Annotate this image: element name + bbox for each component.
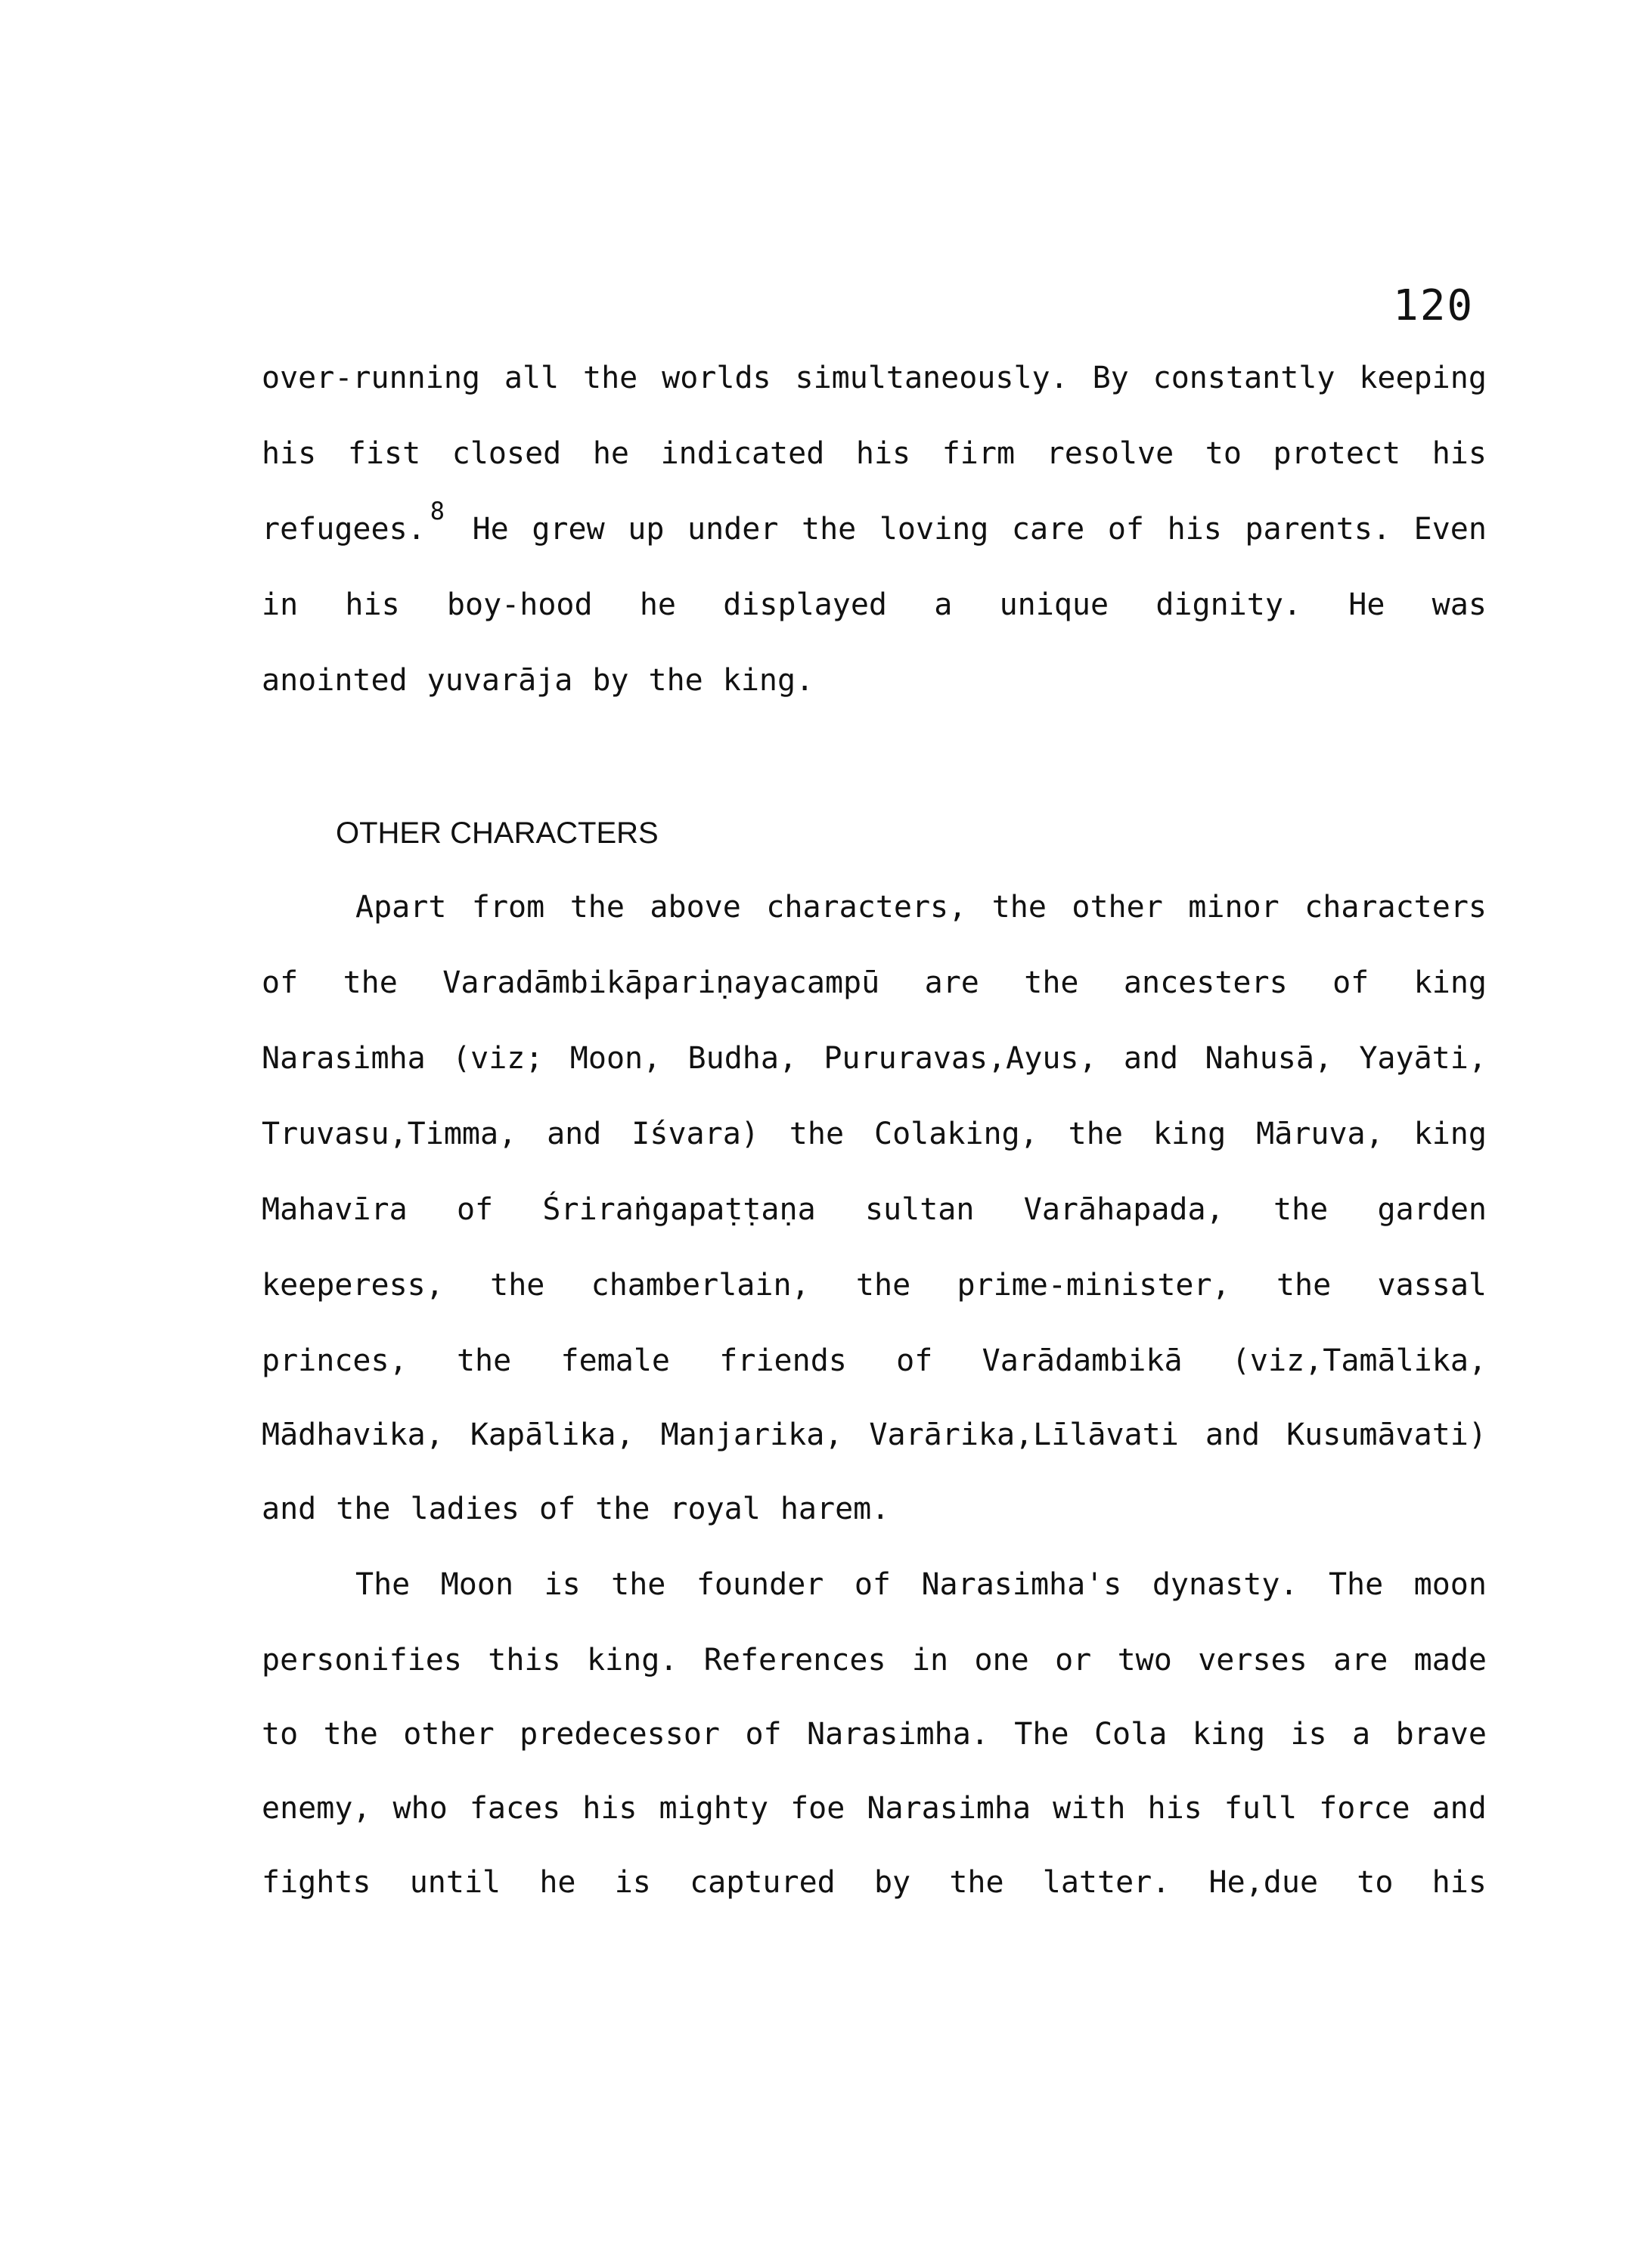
word: the <box>648 663 703 698</box>
word: in <box>262 587 299 622</box>
text-line <box>262 658 1487 703</box>
word: of <box>854 1567 892 1602</box>
word: other <box>1072 890 1163 925</box>
word: Truvasu,Timma, <box>262 1117 517 1151</box>
word: and <box>1432 1791 1487 1826</box>
word: up <box>628 512 665 547</box>
word: of <box>539 1492 576 1526</box>
word: vassal <box>1377 1268 1487 1303</box>
word: of <box>745 1717 782 1752</box>
word: is <box>544 1567 581 1602</box>
word: Kusumāvati) <box>1286 1418 1487 1452</box>
word: the <box>1068 1117 1123 1151</box>
word: is <box>1290 1717 1327 1752</box>
word: He,due <box>1208 1865 1319 1900</box>
word: royal <box>669 1492 761 1526</box>
word: from <box>471 890 545 925</box>
text-line <box>262 1036 1487 1081</box>
word: until <box>409 1865 501 1900</box>
word: and <box>547 1117 602 1151</box>
word: Budha, <box>687 1041 798 1076</box>
word: minor <box>1188 890 1280 925</box>
text-line <box>262 1263 1487 1308</box>
word: garden <box>1377 1192 1487 1227</box>
word: his <box>345 587 400 622</box>
word: boy-hood <box>446 587 593 622</box>
word: his <box>1167 512 1222 547</box>
word: the <box>323 1717 378 1752</box>
word: of <box>1107 512 1144 547</box>
word: constantly <box>1152 361 1335 395</box>
word: (viz; <box>452 1041 544 1076</box>
word: one <box>974 1643 1029 1678</box>
text-line <box>262 1412 1487 1458</box>
word: of <box>1332 965 1369 1000</box>
word: grew <box>532 512 605 547</box>
word: Varādambikā <box>982 1343 1183 1378</box>
text-line <box>262 582 1487 627</box>
word: Moon, <box>569 1041 662 1076</box>
text-line <box>355 1562 1487 1607</box>
word: mighty <box>659 1791 769 1826</box>
word: the <box>1024 965 1079 1000</box>
text-line <box>355 885 1487 930</box>
word: foe <box>790 1791 845 1826</box>
word: Māruva, <box>1256 1117 1384 1151</box>
word: of <box>456 1192 494 1227</box>
word: characters, <box>766 890 967 925</box>
word: (viz,Tamālika, <box>1231 1343 1487 1378</box>
word: Manjarika, <box>660 1418 843 1452</box>
word: his <box>262 436 317 471</box>
word: to <box>262 1717 299 1752</box>
word: two <box>1117 1643 1172 1678</box>
word: loving <box>879 512 989 547</box>
word: Apart <box>355 890 447 925</box>
word: He <box>472 512 509 547</box>
text-line <box>262 1338 1487 1383</box>
word: the <box>1276 1268 1332 1303</box>
word: ancesters <box>1123 965 1288 1000</box>
word: above <box>650 890 741 925</box>
word: Moon <box>440 1567 514 1602</box>
page-number: 120 <box>1393 281 1475 330</box>
word: a <box>934 587 953 622</box>
word: of <box>896 1343 933 1378</box>
word: made <box>1413 1643 1487 1678</box>
word: Mahavīra <box>262 1192 408 1227</box>
word: Varadāmbikāpariṇayacampū <box>442 965 880 1000</box>
word: Nahusā, <box>1205 1041 1333 1076</box>
word: anointed <box>262 663 408 698</box>
word: by <box>592 663 629 698</box>
word: displayed <box>723 587 887 622</box>
word: keeperess, <box>262 1268 444 1303</box>
text-line <box>262 1712 1487 1757</box>
word: king <box>1192 1717 1266 1752</box>
word: who <box>392 1791 448 1826</box>
text-line <box>262 1111 1487 1157</box>
word: Varārika,Līlāvati <box>869 1418 1179 1452</box>
word: the <box>595 1492 650 1526</box>
word: care <box>1011 512 1085 547</box>
footnote-marker: 8 <box>430 497 445 525</box>
word: force <box>1319 1791 1410 1826</box>
text-line <box>262 431 1487 476</box>
word: of <box>262 965 299 1000</box>
word: to <box>1205 436 1242 471</box>
word: the <box>336 1492 391 1526</box>
text-line <box>262 1187 1487 1232</box>
word: full <box>1224 1791 1298 1826</box>
text-line <box>262 1786 1487 1831</box>
word: yuvarāja <box>427 663 573 698</box>
word: by <box>873 1865 911 1900</box>
word: dynasty. <box>1152 1567 1298 1602</box>
word: Kapālika, <box>470 1418 634 1452</box>
word: faces <box>469 1791 561 1826</box>
word: moon <box>1413 1567 1487 1602</box>
word: to <box>1357 1865 1394 1900</box>
word: the <box>569 890 625 925</box>
word: Varāhapada, <box>1023 1192 1224 1227</box>
word: prime-minister, <box>957 1268 1230 1303</box>
word: he <box>592 436 629 471</box>
word: his <box>1147 1791 1202 1826</box>
word: resolve <box>1046 436 1174 471</box>
word: dignity. <box>1155 587 1301 622</box>
word: the <box>490 1268 545 1303</box>
word: was <box>1432 587 1487 622</box>
word: Narasimha's <box>921 1567 1122 1602</box>
word: Pururavas,Ayus, <box>824 1041 1097 1076</box>
word: king <box>1413 1117 1487 1151</box>
word: founder <box>696 1567 824 1602</box>
word: brave <box>1395 1717 1487 1752</box>
word: and <box>262 1492 317 1526</box>
word: ladies <box>410 1492 520 1526</box>
word: with <box>1053 1791 1126 1826</box>
word: the <box>582 361 638 395</box>
word: The <box>1014 1717 1069 1752</box>
word: friends <box>719 1343 847 1378</box>
word: simultaneously. <box>795 361 1069 395</box>
word: latter. <box>1042 1865 1171 1900</box>
word: is <box>614 1865 651 1900</box>
text-line <box>262 1637 1487 1683</box>
word: the <box>456 1343 512 1378</box>
text-line <box>262 960 1487 1005</box>
section-heading: OTHER CHARACTERS <box>336 816 659 850</box>
word: Narasimha <box>262 1041 426 1076</box>
word: Yayāti, <box>1359 1041 1487 1076</box>
word: other <box>403 1717 495 1752</box>
word: and <box>1205 1418 1261 1452</box>
word: characters <box>1304 890 1487 925</box>
word: Narasimha <box>867 1791 1031 1826</box>
word: princes, <box>262 1343 408 1378</box>
word: verses <box>1198 1643 1307 1678</box>
word: under <box>687 512 779 547</box>
word: Colaking, <box>873 1117 1038 1151</box>
word: the <box>611 1567 666 1602</box>
word: king <box>1413 965 1487 1000</box>
word: the <box>1273 1192 1329 1227</box>
word: The <box>355 1567 411 1602</box>
word: firm <box>941 436 1016 471</box>
word: The <box>1328 1567 1384 1602</box>
word: Mādhavika, <box>262 1418 444 1452</box>
word: sultan <box>864 1192 975 1227</box>
word: this <box>488 1643 561 1678</box>
word: By <box>1092 361 1129 395</box>
word: keeping <box>1359 361 1487 395</box>
word: in <box>911 1643 949 1678</box>
word: his <box>582 1791 637 1826</box>
word: enemy, <box>262 1791 371 1826</box>
word: he <box>639 587 676 622</box>
word: unique <box>999 587 1109 622</box>
word: worlds <box>662 361 771 395</box>
text-line <box>262 1486 1487 1532</box>
word: his <box>1432 1865 1487 1900</box>
text-line <box>262 497 1487 553</box>
word: king. <box>722 663 814 698</box>
word: he <box>539 1865 576 1900</box>
word: He <box>1348 587 1385 622</box>
text-line <box>262 1860 1487 1905</box>
word: protect <box>1273 436 1401 471</box>
word: female <box>560 1343 670 1378</box>
word: king <box>1152 1117 1227 1151</box>
word: and <box>1123 1041 1179 1076</box>
word: the <box>343 965 398 1000</box>
word: closed <box>451 436 562 471</box>
word: fights <box>262 1865 371 1900</box>
word: Śriraṅgapaṭṭaṇa <box>542 1192 816 1227</box>
word: personifies <box>262 1643 462 1678</box>
word: the <box>802 512 857 547</box>
text-line <box>262 355 1487 401</box>
word: harem. <box>780 1492 890 1526</box>
word: the <box>949 1865 1004 1900</box>
word: Iśvara) <box>631 1117 759 1151</box>
word: his <box>855 436 911 471</box>
word: References <box>703 1643 886 1678</box>
word: are <box>924 965 979 1000</box>
word: captured <box>690 1865 836 1900</box>
word: Cola <box>1093 1717 1168 1752</box>
word: indicated <box>660 436 825 471</box>
word: all <box>504 361 560 395</box>
word: are <box>1333 1643 1388 1678</box>
word: fist <box>347 436 421 471</box>
word: refugees.$^8$ <box>262 497 445 547</box>
word: a <box>1352 1717 1371 1752</box>
word: predecessor <box>520 1717 721 1752</box>
word: his <box>1432 436 1487 471</box>
word: Even <box>1413 512 1487 547</box>
word: or <box>1055 1643 1092 1678</box>
word: the <box>991 890 1047 925</box>
word: king. <box>586 1643 678 1678</box>
word: over-running <box>262 361 480 395</box>
word: parents. <box>1245 512 1391 547</box>
word: Narasimha. <box>807 1717 989 1752</box>
word: chamberlain, <box>591 1268 810 1303</box>
word: the <box>855 1268 911 1303</box>
word: the <box>789 1117 845 1151</box>
